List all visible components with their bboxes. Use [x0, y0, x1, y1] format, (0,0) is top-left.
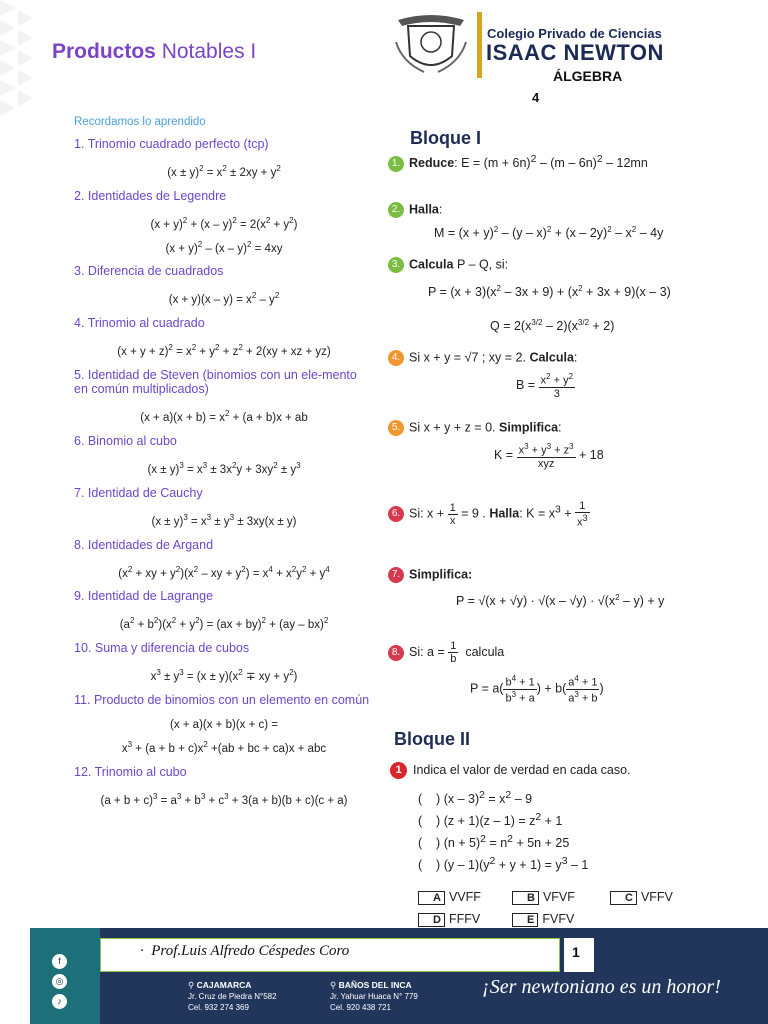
question-number-badge: 7.: [388, 567, 404, 583]
formula: $(x + y)(x - y) = x^2 - y^2$: [168, 291, 280, 307]
formula: $(x \pm y)^2 = x^2 \pm 2xy + y^2$: [167, 164, 281, 179]
question-number-badge: 5.: [388, 420, 404, 436]
question-number-badge: 4.: [388, 350, 404, 366]
bloque-2-question-1: 1 Indica el valor de verdad en cada caso.: [390, 762, 631, 779]
question-2: 2. Halla:: [388, 202, 442, 218]
school-crest-icon: [394, 12, 468, 78]
statement: ( ) $(n + 5)^2 = n^2 + 5n + 25$: [418, 834, 570, 851]
formula: $P = √(x + √y) \cdot √(x - √y) \cdot √(x^2 - y) + y$: [456, 593, 665, 609]
office-phone: Cel. 920 438 721: [330, 1003, 391, 1012]
school-subtitle: Colegio Privado de Ciencias: [487, 26, 662, 41]
office-cajamarca: [188, 980, 277, 1013]
tiktok-icon[interactable]: ♪: [52, 994, 67, 1009]
teacher-name: · Prof.Luis Alfredo Céspedes Coro: [140, 943, 350, 959]
recall-section: [74, 116, 374, 817]
school-divider: [477, 12, 482, 78]
statement: ( ) $(x - 3)^2 = x^2 - 9$: [418, 790, 533, 807]
option-b[interactable]: B VFVF: [512, 890, 575, 905]
question-6: 6. Si: x + $\frac{1}{x}$ = 9 . Halla: $K = x^3$ + $\frac{1}{x^3}$: [388, 500, 590, 529]
location-pin-icon: ⚲ CAJAMARCA: [188, 980, 252, 990]
formula: $(x + y)^2 + (x - y)^2 = 2(x^2 + y^2)$ $(x + y)^2 - (x - y)^2 = 4xy$: [150, 215, 298, 255]
question-number-badge: 6.: [388, 506, 404, 522]
subject-label: ÁLGEBRA: [553, 68, 623, 84]
list-item: 9. Identidad de Lagrange: [74, 589, 214, 604]
formula: $x^3 \pm y^3 = (x \pm y)(x^2$ ∓ xy + $y^2$): [150, 668, 298, 684]
list-item: 3. Diferencia de cuadrados: [74, 264, 224, 279]
decorative-pattern: [0, 0, 60, 130]
list-item: 12. Trinomio al cubo: [74, 764, 187, 779]
option-c[interactable]: C VFFV: [610, 890, 673, 905]
statement: ( ) $(z + 1)(z - 1) = z^2 + 1$: [418, 812, 563, 829]
slogan: ¡Ser newtoniano es un honor!: [482, 976, 721, 998]
list-item: 1. Trinomio cuadrado perfecto (tcp): [74, 137, 269, 151]
question-number-badge: 2.: [388, 202, 404, 218]
question-3: 3. Calcula P – Q, si:: [388, 257, 508, 273]
list-item: 2. Identidades de Legendre: [74, 188, 227, 203]
formula: K = $\frac{x^3 + y^3 + z^3}{\text{xyz}}$ + 18: [494, 442, 604, 470]
bloque-1-title: Bloque I: [410, 128, 481, 148]
list-item: 11. Producto de binomios con un elemento en común: [74, 693, 370, 708]
office-street: Jr. Yahuar Huaca N° 779: [330, 992, 418, 1001]
school-name: ISAAC NEWTON: [486, 40, 664, 65]
question-number-badge: 1: [390, 762, 407, 779]
facebook-icon[interactable]: f: [52, 954, 67, 969]
formula: $P = (x + 3)(x^2 - 3x + 9) + (x^2 + 3x + 9)(x - 3)$: [428, 284, 671, 300]
bloque-2-title: Bloque II: [394, 729, 470, 749]
formula: $(x + a)(x + b) = x^2 + (a + b)x$ + ab: [140, 409, 308, 424]
list-item: 5. Identidad de Steven (binomios con un ele-mento en común multiplicados): [74, 368, 357, 397]
formula: $Q = 2(x^{3/2} - 2)(x^{3/2} + 2)$: [490, 318, 615, 334]
formula: ($x^2$ + xy + $y^2)(x^2$ – xy + $y^2) = x^4 + x^2y^2 + y^4$: [118, 564, 330, 580]
question-number-badge: 8.: [388, 645, 404, 661]
option-a[interactable]: A VVFF: [418, 890, 481, 905]
question-number-badge: 1.: [388, 156, 404, 172]
formula: $(x + y + z)^2 = x^2 + y^2 + z^2 + 2(xy$ + xz + yz): [117, 343, 331, 359]
formula: P = a( $\frac{b^4 + 1}{b^3 + a}$ ) + b( $\frac{a^4 + 1}{a^3 + b}$ ): [470, 674, 604, 705]
list-item: 6. Binomio al cubo: [74, 433, 177, 448]
question-number-badge: 3.: [388, 257, 404, 273]
question-7: 7. Simplifica:: [388, 567, 472, 583]
question-1: 1. Reduce: $E = (m + 6n)^2 - (m - 6n)^2 - 12mn$: [388, 154, 648, 172]
formula: $M = (x + y)^2 - (y - x)^2 + (x - 2y)^2 - x^2 - 4y$: [434, 225, 664, 241]
page-number: 1: [572, 944, 580, 960]
office-banos-del-inca: [330, 980, 418, 1013]
formula: $(a + b + c)^3 = a^3 + b^3 + c^3 + 3(a + b)(b + c)(c + a)$: [100, 791, 348, 807]
list-item: 4. Trinomio al cuadrado: [74, 316, 205, 331]
option-e[interactable]: E FVFV: [512, 912, 574, 927]
question-5: 5. Si x + y + z = 0. Simplifica:: [388, 420, 562, 436]
question-4: 4. Si x + y = √7 ; xy = 2. Calcula:: [388, 350, 577, 366]
list-item: 8. Identidades de Argand: [74, 537, 214, 552]
recall-heading: Recordamos lo aprendido: [74, 116, 206, 128]
formula: B = $\frac{x^2 + y^2}{3}$: [516, 372, 574, 400]
office-phone: Cel. 932 274 369: [188, 1003, 249, 1012]
formula: $(a^2 + b^2)(x^2 + y^2) = (ax + by)^2 + (ay - bx)^2$: [119, 616, 329, 632]
statement: ( ) $(y - 1)(y^2 + y + 1) = y^3 - 1$: [418, 856, 589, 873]
list-item: 10. Suma y diferencia de cubos: [74, 641, 250, 656]
formula: $(x \pm y)^3 = x^3 \pm y^3 \pm 3xy(x \pm y)$: [151, 512, 297, 528]
page-title: Productos Notables I: [52, 40, 257, 63]
question-8: 8. Si: a = $\frac{1}{b}$ calcula: [388, 640, 504, 665]
lesson-number: 4: [532, 90, 540, 105]
formula: $(x \pm y)^3 = x^3 \pm 3x^2y + 3xy^2 \pm y^3$: [147, 460, 301, 476]
option-d[interactable]: D FFFV: [418, 912, 480, 927]
office-street: Jr. Cruz de Piedra N°582: [188, 992, 277, 1001]
formula: (x + a)(x + b)(x + c) = $x^3 + (a + b + c)x^2 +(ab$ + bc + ca)x + abc: [121, 719, 327, 755]
list-item: 7. Identidad de Cauchy: [74, 485, 203, 500]
instagram-icon[interactable]: ◎: [52, 974, 67, 989]
location-pin-icon: ⚲ BAÑOS DEL INCA: [330, 980, 412, 990]
